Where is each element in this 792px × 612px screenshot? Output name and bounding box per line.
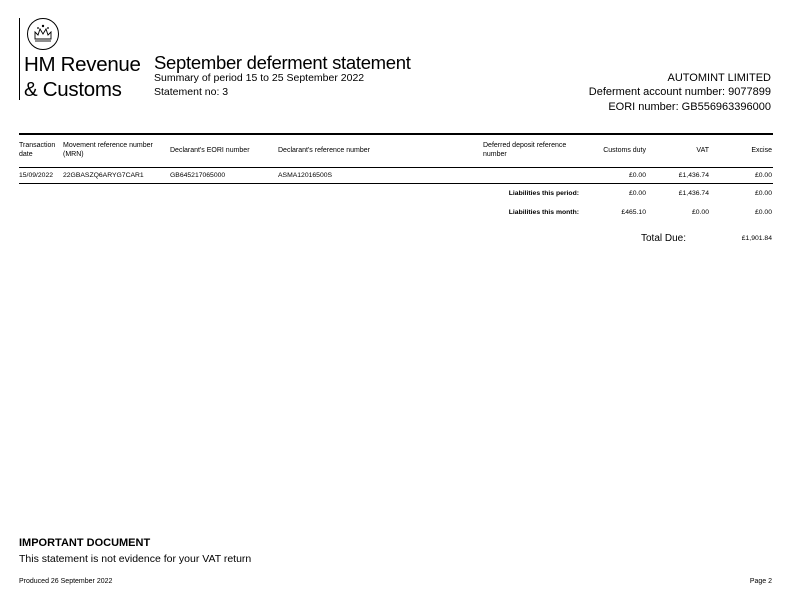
row-bottom-rule bbox=[19, 183, 773, 184]
deferment-account-number: Deferment account number: 9077899 bbox=[588, 86, 771, 98]
liabilities-period-label: Liabilities this period: bbox=[508, 190, 579, 197]
important-text: This statement is not evidence for your VAT return bbox=[19, 553, 252, 565]
row-transaction-date: 15/09/2022 bbox=[19, 172, 54, 179]
logo-text-line2: & Customs bbox=[24, 78, 122, 101]
liabilities-period-excise: £0.00 bbox=[754, 190, 772, 197]
col-header-mrn: Movement reference number (MRN) bbox=[63, 142, 153, 158]
logo-divider bbox=[19, 18, 20, 100]
statement-period: Summary of period 15 to 25 September 2022 bbox=[154, 72, 365, 84]
header-bottom-rule bbox=[19, 167, 773, 168]
eori-number: EORI number: GB556963396000 bbox=[608, 101, 771, 113]
liabilities-month-vat: £0.00 bbox=[691, 209, 709, 216]
important-heading: IMPORTANT DOCUMENT bbox=[19, 537, 151, 549]
col-header-excise: Excise bbox=[751, 147, 772, 154]
col-header-customs-duty: Customs duty bbox=[603, 147, 646, 154]
produced-date: Produced 26 September 2022 bbox=[19, 578, 113, 585]
total-due-value: £1,901.84 bbox=[741, 235, 772, 242]
total-due-label: Total Due: bbox=[641, 233, 687, 244]
company-name: AUTOMINT LIMITED bbox=[667, 72, 771, 84]
col-header-transaction-date: Transaction date bbox=[19, 142, 56, 158]
row-customs-duty: £0.00 bbox=[628, 172, 646, 179]
row-excise: £0.00 bbox=[754, 172, 772, 179]
col-header-deposit-ref: Deferred deposit reference number bbox=[483, 142, 567, 158]
liabilities-period-customs: £0.00 bbox=[628, 190, 646, 197]
table-top-rule bbox=[19, 133, 773, 135]
statement-number: Statement no: 3 bbox=[154, 86, 229, 98]
row-vat: £1,436.74 bbox=[678, 172, 709, 179]
liabilities-month-excise: £0.00 bbox=[754, 209, 772, 216]
liabilities-month-label: Liabilities this month: bbox=[508, 209, 579, 216]
row-declarant-eori: GB645217065000 bbox=[170, 172, 226, 179]
liabilities-period-vat: £1,436.74 bbox=[678, 190, 709, 197]
royal-crest-icon bbox=[24, 17, 62, 51]
liabilities-month-customs: £465.10 bbox=[621, 209, 646, 216]
page-title: September deferment statement bbox=[154, 52, 411, 73]
col-header-vat: VAT bbox=[696, 147, 709, 154]
row-mrn: 22GBASZQ6ARYG7CAR1 bbox=[63, 172, 144, 179]
page-number: Page 2 bbox=[749, 578, 772, 585]
col-header-declarant-eori: Declarant's EORI number bbox=[170, 147, 250, 154]
logo-text-line1: HM Revenue bbox=[24, 53, 141, 76]
row-declarant-ref: ASMA12016500S bbox=[278, 172, 333, 179]
col-header-declarant-ref: Declarant's reference number bbox=[278, 147, 370, 154]
